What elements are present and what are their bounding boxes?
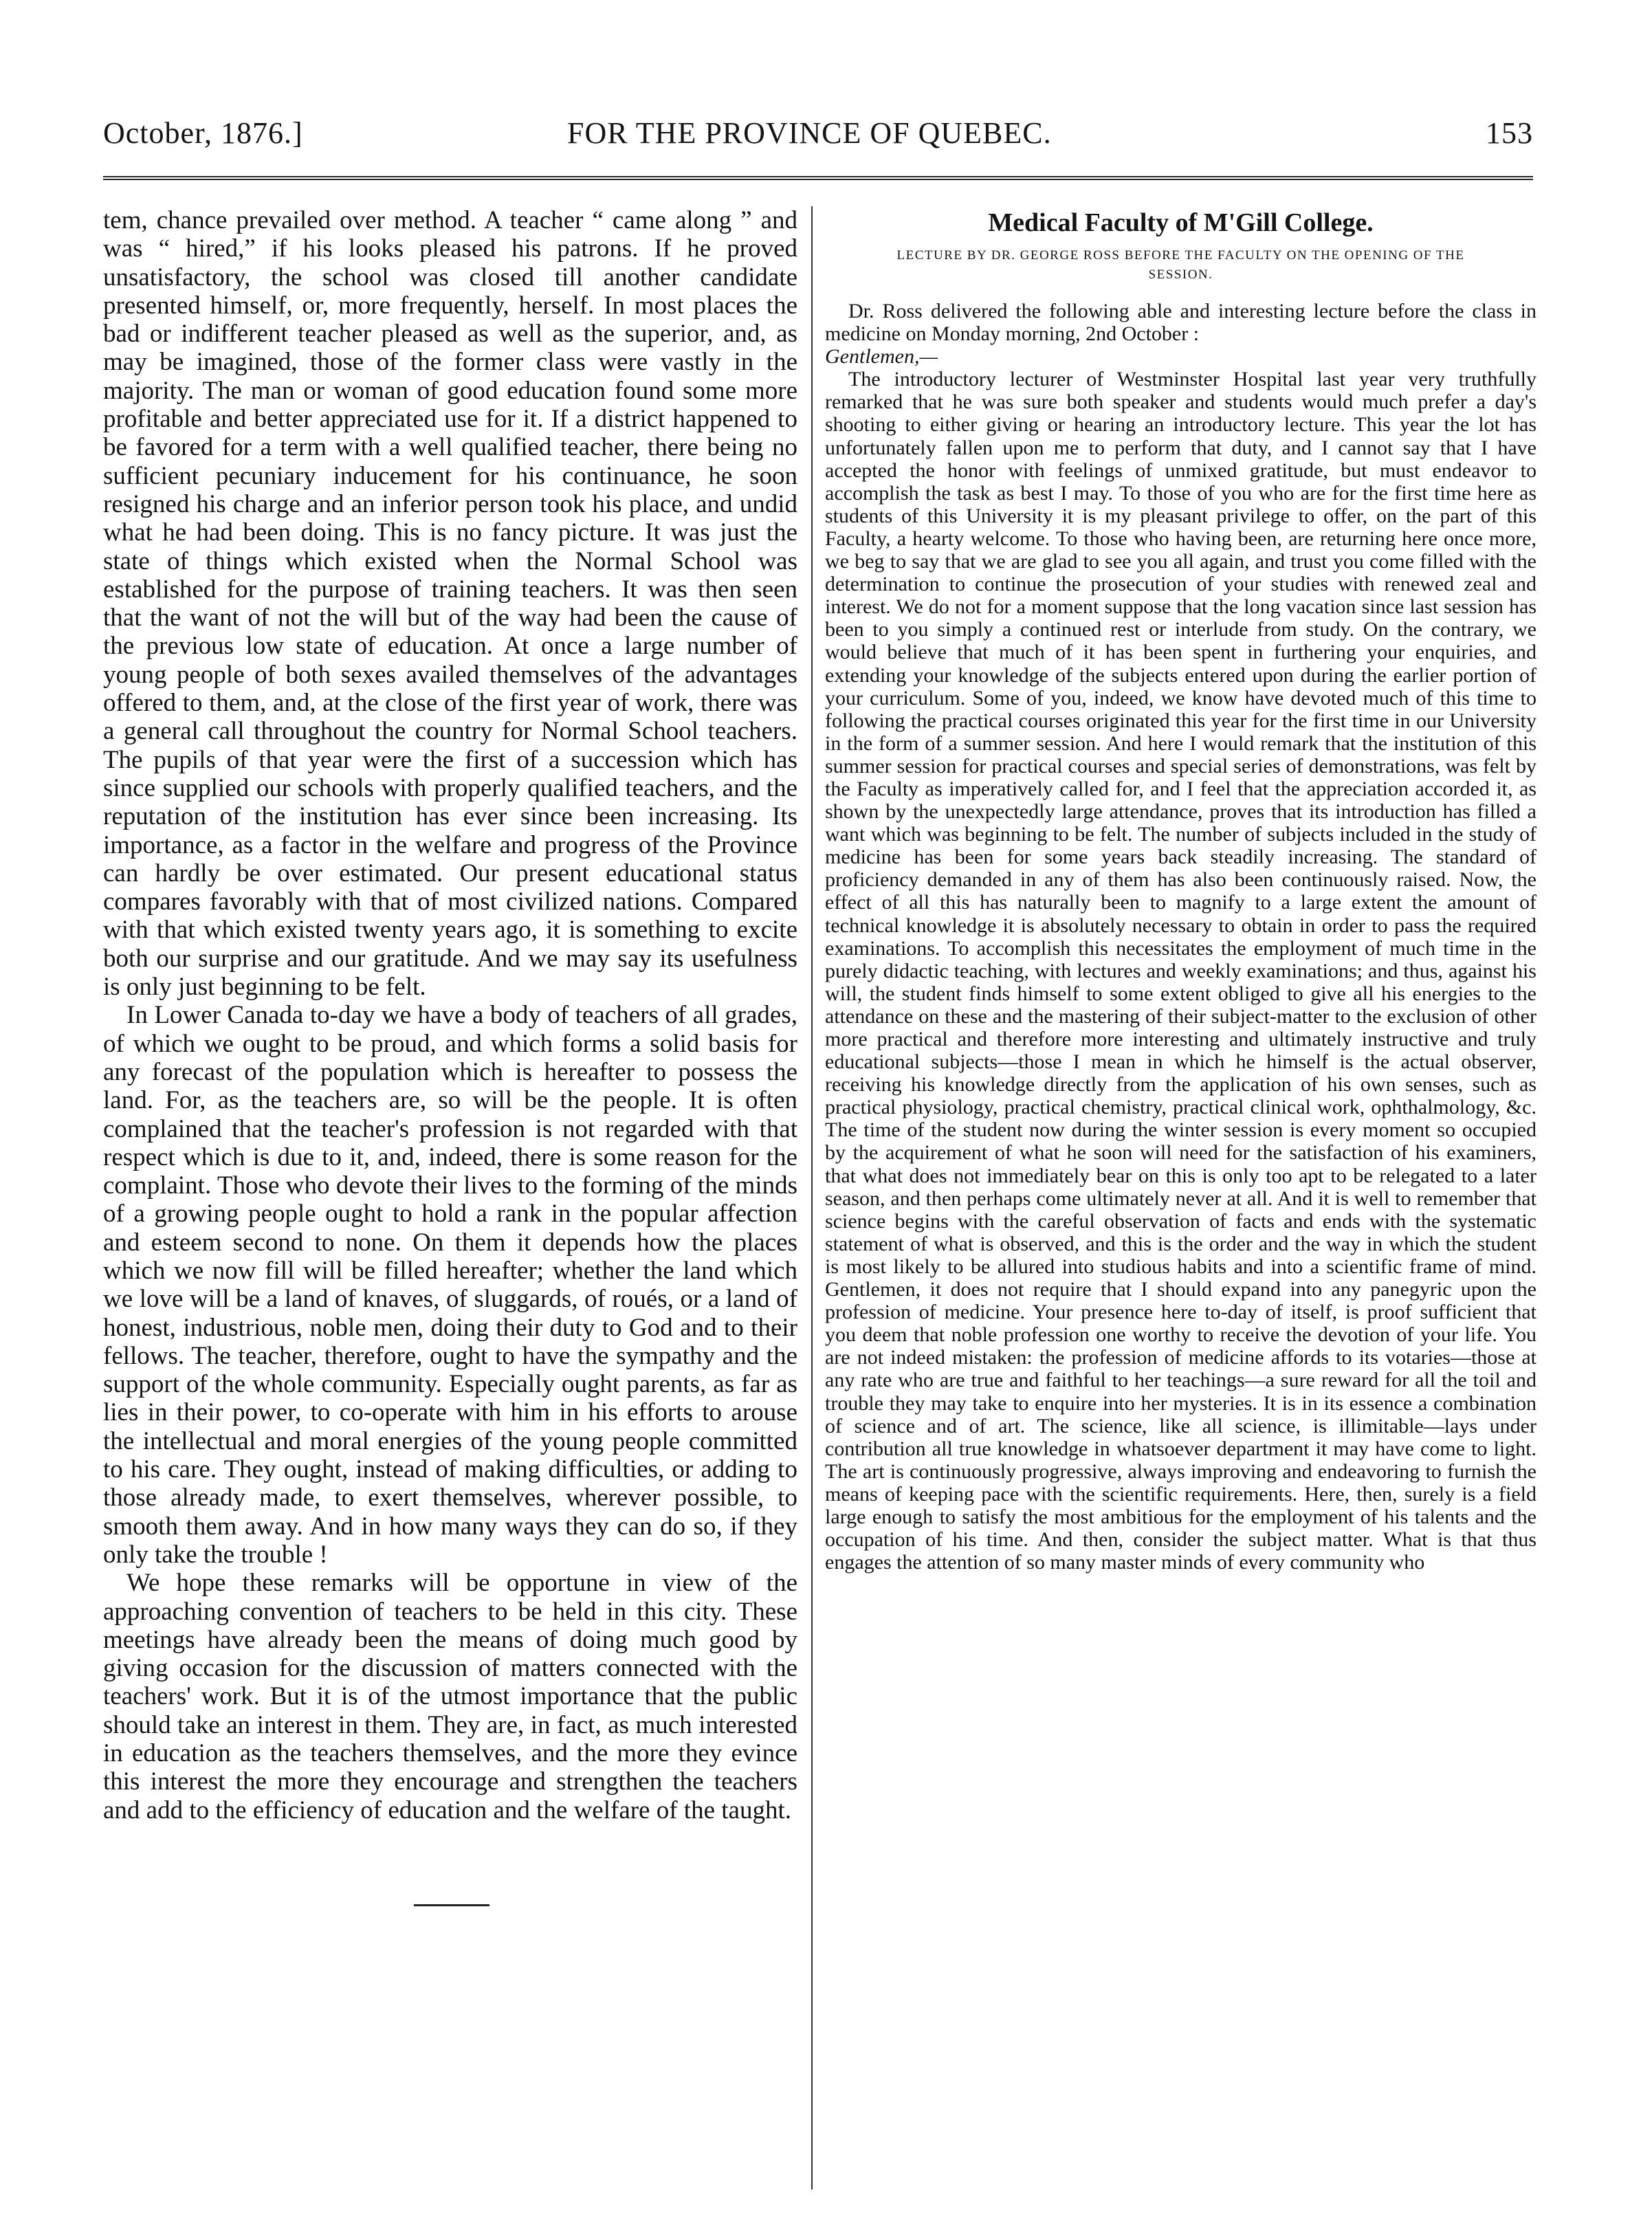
article-subtitle: LECTURE BY DR. GEORGE ROSS BEFORE THE FACULTY ON THE OPENING OF THE SESSION. <box>896 248 1465 282</box>
lecture-salutation: Gentlemen,— <box>825 345 938 368</box>
lecture-intro: Dr. Ross delivered the following able and interesting lecture before the class in medicine on Monday morning, 2nd October : <box>825 300 1537 346</box>
left-paragraph-3: We hope these remarks will be opportune in view of the approaching convention of teachers to be held in this city. These meetings have already been the means of doing much good by giving occasion for the discussion of matters connected with the teachers' work. But it is of the utmost importance that the public should take an interest in them. They are, in fact, as much interested in education as the teachers themselves, and the more they evince this interest the more they encourage and strengthen the teachers and add to the efficiency of education and the welfare of the taught. <box>103 1569 797 1824</box>
right-column <box>825 206 1537 1574</box>
header-title: FOR THE PROVINCE OF QUEBEC. <box>567 116 1052 150</box>
article-title: Medical Faculty of M'Gill College. <box>988 208 1374 237</box>
left-paragraph-1: tem, chance prevailed over method. A teacher “ came along ” and was “ hired,” if his looks pleased his patrons. If he proved unsatisfactory, the school was closed till another candidate presented himself, or, more frequently, herself. In most places the bad or indifferent teacher pleased as well as the superior, and, as may be imagined, those of the former class were vastly in the majority. The man or woman of good education found some more profitable and better appreciated use for it. If a district happened to be favored for a term with a well qualified teacher, there being no sufficient pecuniary inducement for his continuance, he soon resigned his charge and an inferior person took his place, and undid what he had been doing. This is no fancy picture. It was just the state of things which existed when the Normal School was established for the purpose of training teachers. It was then seen that the want of not the will but of the way had been the cause of the previous low state of education. At once a large number of young people of both sexes availed themselves of the advantages offered to them, and, at the close of the first year of work, there was a general call throughout the country for Normal School teachers. The pupils of that year were the first of a succession which has since supplied our schools with properly qualified teachers, and the reputation of the institution has ever since been increasing. Its importance, as a factor in the welfare and progress of the Province can hardly be over estimated. Our present educational status compares favorably with that of most civilized nations. Compared with that which existed twenty years ago, it is something to excite both our surprise and our gratitude. And we may say its usefulness is only just beginning to be felt. <box>103 206 797 1002</box>
column-divider <box>811 206 813 2190</box>
left-paragraph-2: In Lower Canada to-day we have a body of teachers of all grades, of which we ought to be proud, and which forms a solid basis for any forecast of the population which is hereafter to possess the land. For, as the teachers are, so will be the people. It is often complained that the teacher's profession is not regarded with that respect which is due to it, and, indeed, there is some reason for the complaint. Those who devote their lives to the forming of the minds of a growing people ought to hold a rank in the popular affection and esteem second to none. On them it depends how the places which we now fill will be filled hereafter; whether the land which we love will be a land of knaves, of sluggards, of roués, or a land of honest, industrious, noble men, doing their duty to God and to their fellows. The teacher, therefore, ought to have the sympathy and the support of the whole community. Especially ought parents, as far as lies in their power, to co-operate with him in his efforts to arouse the intellectual and moral energies of the young people committed to his care. They ought, instead of making difficulties, or adding to those already made, to exert themselves, wherever possible, to smooth them away. And in how many ways they can do so, if they only take the trouble ! <box>103 1001 797 1569</box>
header-date: October, 1876.] <box>103 116 303 150</box>
lecture-body: The introductory lecturer of Westminster Hospital last year very truthfully remarked that he was sure both speaker and students would much prefer a day's shooting to either giving or hearing an introductory lecture. This year the lot has unfortunately fallen upon me to perform that duty, and I cannot say that I have accepted the honor with feelings of unmixed gratitude, but must endeavor to accomplish the task as best I may. To those of you who are for the first time here as students of this University it is my pleasant privilege to offer, on the part of this Faculty, a hearty welcome. To those who having been, are returning here once more, we beg to say that we are glad to see you all again, and trust you come filled with the determination to continue the prosecution of your studies with renewed zeal and interest. We do not for a moment suppose that the long vacation since last session has been to you simply a continued rest or interlude from study. On the contrary, we would believe that much of it has been spent in furthering your enquiries, and extending your knowledge of the subjects entered upon during the earlier portion of your curriculum. Some of you, indeed, we know have devoted much of this time to following the practical courses originated this year for the first time in our University in the form of a summer session. And here I would remark that the institution of this summer session for practical courses and special series of demonstrations, was felt by the Faculty as imperatively called for, and I feel that the appreciation accorded it, as shown by the unexpectedly large attendance, proves that its introduction has filled a want which was beginning to be felt. The number of subjects included in the study of medicine has been for some years back steadily increasing. The standard of proficiency demanded in any of them has also been continuously raised. Now, the effect of all this has naturally been to magnify to a large extent the amount of technical knowledge it is absolutely necessary to obtain in order to pass the required examinations. To accomplish this necessitates the employment of much time in the purely didactic teaching, with lectures and weekly examinations; and thus, against his will, the student finds himself to some extent obliged to give all his energies to the attendance on these and the mastering of their subject-matter to the exclusion of other more practical and therefore more interesting and ultimately instructive and truly educational subjects—those I mean in which he himself is the actual observer, receiving his knowledge directly from the application of his own senses, such as practical physiology, practical chemistry, practical clinical work, ophthalmology, &c. The time of the student now during the winter session is every moment so occupied by the acquirement of what he soon will need for the satisfaction of his examiners, that what does not immediately bear on this is only too apt to be relegated to a later season, and then perhaps come ultimately never at all. And it is well to remember that science begins with the careful observation of facts and ends with the systematic statement of what is observed, and this is the order and the way in which the student is most likely to be allured into studious habits and into a scientific frame of mind. Gentlemen, it does not require that I should expand into any panegyric upon the profession of medicine. Your presence here to-day of itself, is proof sufficient that you deem that noble profession one worthy to receive the devotion of your life. You are not indeed mistaken: the profession of medicine affords to its votaries—those at any rate who are true and faithful to her teachings—a sure reward for all the toil and trouble they may take to enquire into her mysteries. It is in its essence a combination of science and of art. The science, like all science, is illimitable—lays under contribution all true knowledge in whatsoever department it may have come to light. The art is continuously progressive, always improving and endeavoring to furnish the means of keeping pace with the scientific requirements. Here, then, surely is a field large enough to satisfy the most ambitious for the employment of his talents and the occupation of his time. And then, consider the subject matter. What is that thus engages the attention of so many master minds of every community who <box>825 368 1537 1574</box>
left-column <box>103 206 797 1824</box>
end-of-article-rule <box>414 1904 489 1906</box>
page-number: 153 <box>1486 116 1533 150</box>
page-header <box>103 115 1533 164</box>
header-rule <box>103 176 1533 180</box>
